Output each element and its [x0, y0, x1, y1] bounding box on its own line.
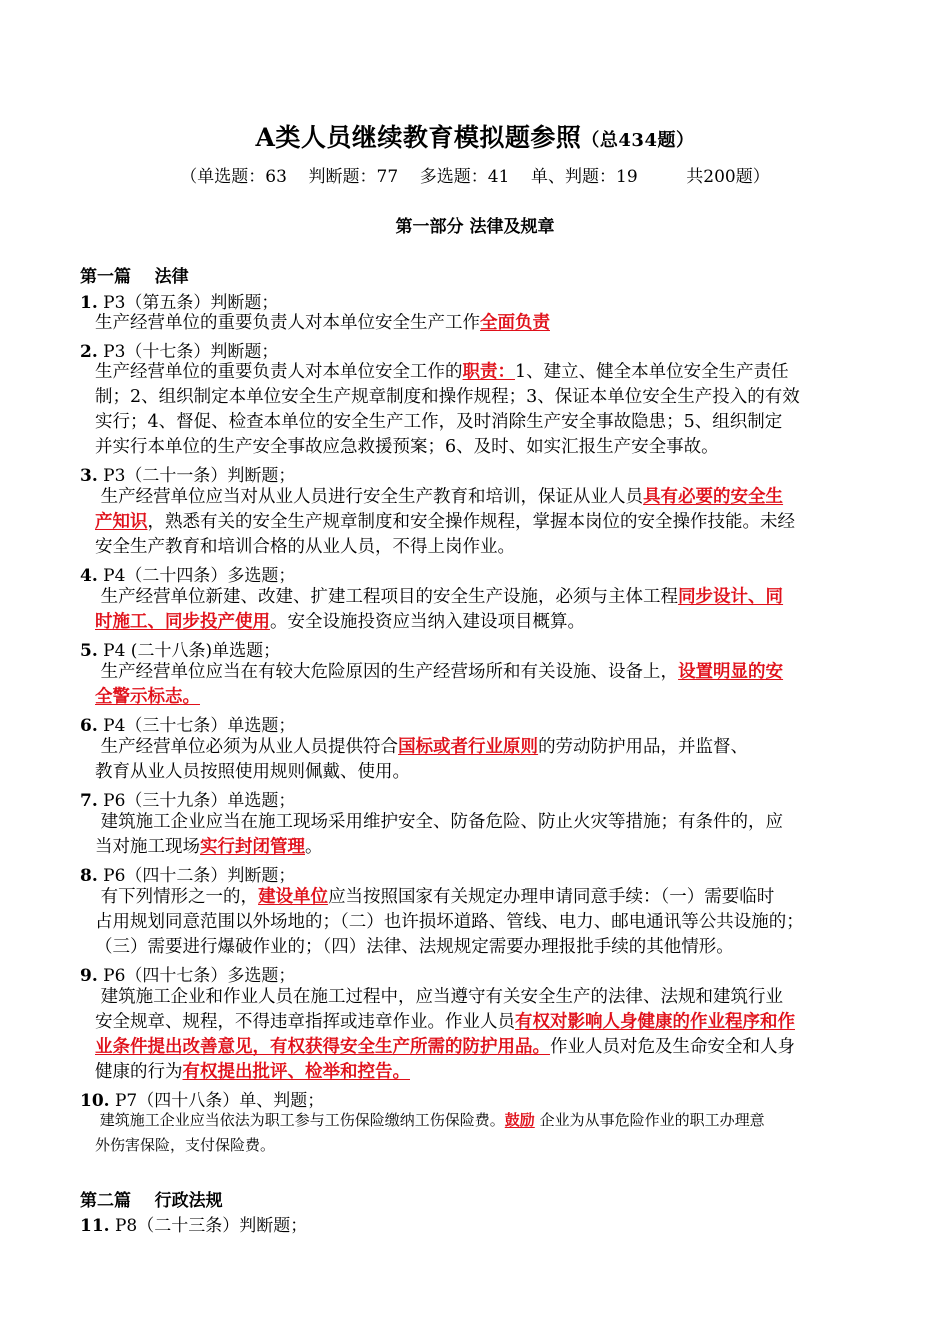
question-6-text-line-2: 教育从业人员按照使用规则佩戴、使用。 [95, 762, 410, 782]
question-number: 2. [80, 342, 98, 362]
text-run: 有下列情形之一的， [95, 887, 259, 907]
text-run: 健康的行为 [95, 1062, 183, 1082]
question-10-text-line-2: 外伤害保险，支付保险费。 [95, 1136, 276, 1154]
highlight-answer: 设置明显的安 [678, 662, 784, 682]
question-number: 6. [80, 716, 98, 736]
question-9-text-line-3 [95, 1035, 795, 1060]
question-number: 8. [80, 866, 98, 886]
question-9-text-line-4 [95, 1060, 410, 1085]
question-9-header [80, 961, 295, 986]
question-2-text-line-3: 实行；4、督促、检查本单位的安全生产工作，及时消除生产安全事故隐患；5、组织制定 [95, 412, 783, 432]
question-3-text-line-3: 安全生产教育和培训合格的从业人员，不得上岗作业。 [95, 537, 515, 557]
highlight-answer: 有权提出批评、检举和控告。 [182, 1062, 410, 1082]
highlight-answer: 国标或者行业原则 [398, 737, 539, 757]
document-title [0, 118, 950, 154]
question-2-text-line-4: 并实行本单位的生产安全事故应急救援预案；6、及时、如实汇报生产安全事故。 [95, 437, 719, 457]
highlight-answer: 职责： [462, 362, 515, 382]
question-1-text [95, 311, 550, 336]
question-7-header [80, 786, 295, 811]
question-ref: P8（二十三条）判断题； [109, 1216, 308, 1236]
text-run: 当对施工现场 [95, 837, 200, 857]
question-ref: P4（三十七条）单选题； [97, 716, 296, 736]
text-run: 1、建立、健全本单位安全生产责任 [515, 362, 789, 382]
question-3-header [80, 461, 295, 486]
question-ref: P4 (二十八条)单选题； [97, 641, 281, 661]
question-9-text-line-2 [95, 1010, 795, 1035]
text-run: 企业为从事危险作业的职工办理意 [534, 1111, 765, 1129]
question-4-text-line-1 [95, 585, 783, 610]
text-run: 生产经营单位应当对从业人员进行安全生产教育和培训，保证从业人员 [95, 487, 644, 507]
text-run: ，熟悉有关的安全生产规章制度和安全操作规程，掌握本岗位的安全操作技能。未经 [147, 512, 795, 532]
question-3-text-line-2 [95, 510, 795, 535]
highlight-answer: 业条件提出改善意见，有权获得安全生产所需的防护用品。 [95, 1037, 550, 1057]
question-ref: P6（三十九条）单选题； [97, 791, 296, 811]
question-8-header [80, 861, 295, 886]
question-number: 9. [80, 966, 98, 986]
question-8-text-line-2: 占用规划同意范围以外场地的；（二）也许损坏道路、管线、电力、邮电通讯等公共设施的； [95, 912, 804, 932]
question-6-text-line-1 [95, 735, 748, 760]
question-4-text-line-2 [95, 610, 585, 635]
question-7-text-line-1: 建筑施工企业应当在施工现场采用维护安全、防备危险、防止火灾等措施；有条件的，应 [95, 812, 784, 832]
question-9-text-line-1: 建筑施工企业和作业人员在施工过程中，应当遵守有关安全生产的法律、法规和建筑行业 [95, 987, 784, 1007]
question-5-text-line-2 [95, 685, 200, 710]
text-run: 生产经营单位的重要负责人对本单位安全生产工作 [95, 313, 480, 333]
question-2-text-line-1 [95, 360, 789, 385]
question-8-text-line-3: （三）需要进行爆破作业的；（四）法律、法规规定需要办理报批手续的其他情形。 [95, 937, 734, 957]
question-ref: P6（四十七条）多选题； [97, 966, 296, 986]
question-2-header [80, 337, 278, 362]
text-run: 生产经营单位的重要负责人对本单位安全工作的 [95, 362, 463, 382]
question-7-text-line-2 [95, 835, 323, 860]
text-run: 。 [305, 837, 323, 857]
question-4-header [80, 561, 295, 586]
highlight-answer: 具有必要的安全生 [643, 487, 784, 507]
highlight-answer: 产知识 [95, 512, 148, 532]
question-5-header [80, 636, 280, 661]
question-ref: P3（第五条）判断题； [97, 293, 279, 313]
text-run: 生产经营单位新建、改建、扩建工程项目的安全生产设施，必须与主体工程 [95, 587, 679, 607]
chapter-heading-2: 第二篇 行政法规 [80, 1191, 223, 1211]
question-number: 4. [80, 566, 98, 586]
question-number: 7. [80, 791, 98, 811]
question-ref: P4（二十四条）多选题； [97, 566, 296, 586]
highlight-answer: 全警示标志。 [95, 687, 200, 707]
highlight-answer: 同步设计、同 [678, 587, 784, 607]
text-run: 安全规章、规程，不得违章指挥或违章作业。作业人员 [95, 1012, 515, 1032]
question-8-text-line-1 [95, 885, 774, 910]
chapter-heading-1: 第一篇 法律 [80, 267, 189, 287]
part-heading: 第一部分 法律及规章 [395, 217, 555, 237]
highlight-answer: 时施工、同步投产使用 [95, 612, 270, 632]
question-ref: P3（十七条）判断题； [97, 342, 279, 362]
question-6-header [80, 711, 295, 736]
question-1-header [80, 288, 278, 313]
question-number: 3. [80, 466, 98, 486]
question-3-text-line-1 [95, 485, 783, 510]
text-run: 建筑施工企业应当依法为职工参与工伤保险缴纳工伤保险费。 [95, 1111, 505, 1129]
question-stats: （单选题：63 判断题：77 多选题：41 单、判题：19 共200题） [180, 167, 770, 187]
question-10-text-line-1 [95, 1108, 765, 1133]
highlight-answer: 实行封闭管理 [200, 837, 305, 857]
question-2-text-line-2: 制；2、组织制定本单位安全生产规章制度和操作规程；3、保证本单位安全生产投入的有效 [95, 387, 800, 407]
question-number: 1. [80, 293, 98, 313]
title-main: A类人员继续教育模拟题参照 [255, 123, 582, 152]
text-run: 生产经营单位必须为从业人员提供符合 [95, 737, 399, 757]
text-run: 的劳动防护用品，并监督、 [538, 737, 749, 757]
highlight-answer: 有权对影响人身健康的作业程序和作 [515, 1012, 795, 1032]
question-number: 10. [80, 1091, 110, 1111]
title-suffix: （总434题） [581, 130, 695, 151]
question-ref: P6（四十二条）判断题； [97, 866, 296, 886]
question-ref: P7（四十八条）单、判题； [109, 1091, 325, 1111]
question-5-text-line-1 [95, 660, 783, 685]
text-run: 作业人员对危及生命安全和人身 [550, 1037, 795, 1057]
highlight-answer: 建设单位 [258, 887, 329, 907]
text-run: 生产经营单位应当在有较大危险原因的生产经营场所和有关设施、设备上， [95, 662, 679, 682]
highlight-answer: 鼓励 [504, 1111, 535, 1129]
text-run: 应当按照国家有关规定办理申请同意手续：（一）需要临时 [328, 887, 775, 907]
question-number: 11. [80, 1216, 110, 1236]
text-run: 。安全设施投资应当纳入建设项目概算。 [270, 612, 585, 632]
question-number: 5. [80, 641, 98, 661]
question-ref: P3（二十一条）判断题； [97, 466, 296, 486]
question-11-header [80, 1211, 307, 1236]
highlight-answer: 全面负责 [480, 313, 550, 333]
